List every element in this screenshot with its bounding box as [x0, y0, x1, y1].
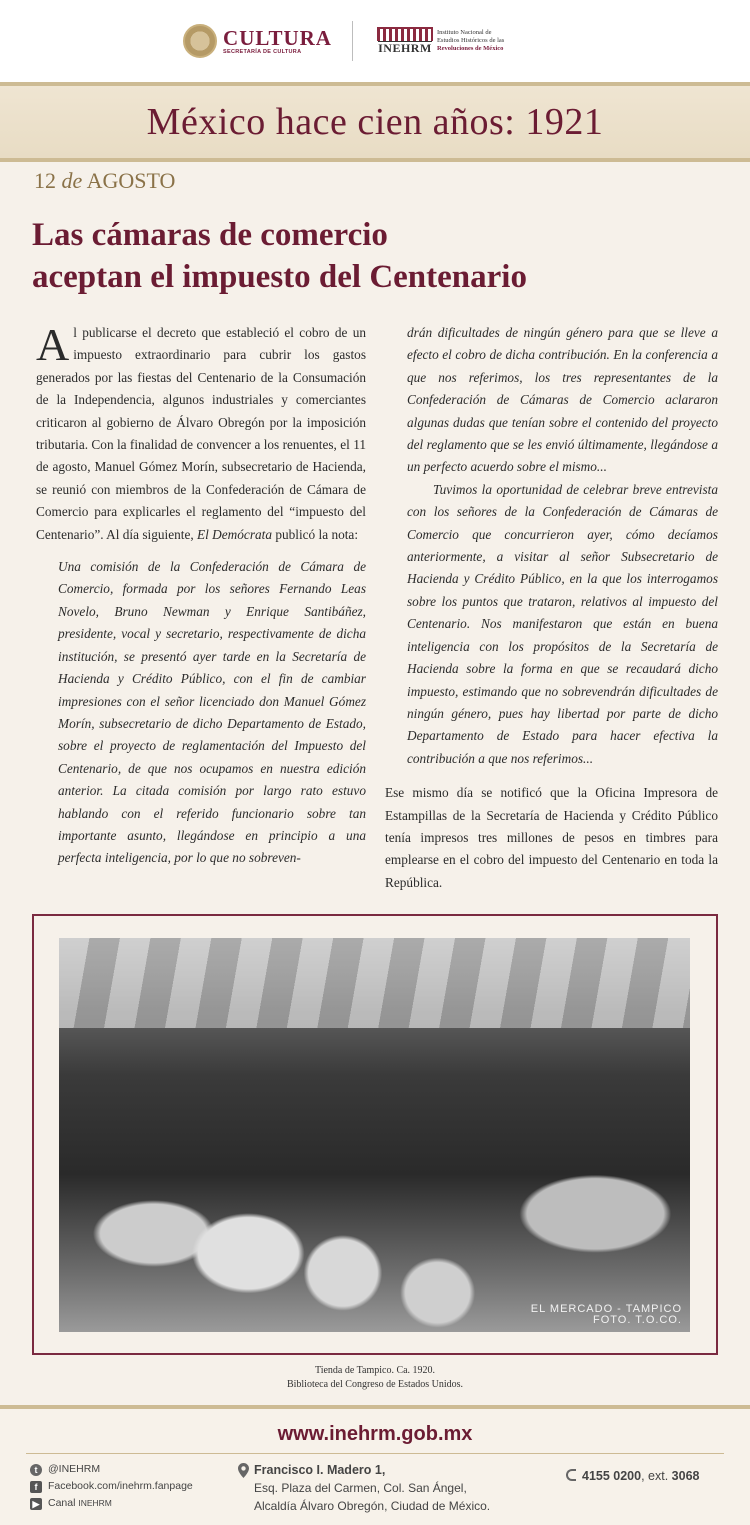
intro-text: l publicarse el decreto que estableció el cobro de un impuesto extraordinario para cubrir los gastos generados por las fiestas del Centenario de la Consumación de la Independencia, algunos industriales y comerciantes criticaron al gobierno de Álvaro Obregón por la imposición tributaria. Con la finalidad de convencer a los renuentes, el 11 de agosto, Manuel Gómez Morín, subsecretario de Hacienda, se reunió con miembros de la Confederación de Cámara de Comercio para explicarles el reglamento del “impuesto del Centenario”. Al día siguiente,: [36, 325, 366, 542]
social-links: [30, 1461, 193, 1512]
cultura-logo: [183, 24, 332, 58]
photo-label-line: FOTO. T.O.CO.: [593, 1314, 682, 1326]
newspaper-name: El Demócrata: [197, 526, 272, 542]
drop-cap: A: [36, 319, 70, 370]
inehrm-acronym: INEHRM: [378, 41, 432, 55]
phone-number: 4155 0200: [582, 1469, 642, 1483]
footer-divider: [26, 1453, 724, 1454]
closing-paragraph: Ese mismo día se notificó que la Oficina Impresora de Estampillas de la Secretaría de Hacienda y Crédito Público tenía impresos tres millones de pesos en timbres para emplearse en el cobro del impuesto del Centenario en toda la República.: [385, 785, 718, 890]
intro-paragraph: [36, 319, 366, 546]
inehrm-name-line: Revoluciones de México: [436, 45, 504, 52]
header-divider: [352, 21, 353, 61]
photo-frame: [32, 914, 718, 1355]
location-pin-icon: [238, 1463, 249, 1478]
banner-title: México hace cien años: 1921: [146, 101, 604, 143]
cultura-title: CULTURA: [223, 26, 332, 50]
caption-line: Biblioteca del Congreso de Estados Unidos.: [286, 1379, 464, 1390]
youtube-link[interactable]: [30, 1495, 193, 1512]
address-line: Francisco I. Madero 1,: [254, 1463, 386, 1477]
cultura-subtitle: SECRETARÍA DE CULTURA: [223, 49, 302, 55]
phone-ext: 3068: [671, 1469, 700, 1483]
youtube-prefix: Canal: [48, 1497, 76, 1509]
quote-right: [385, 322, 718, 770]
market-photo: [59, 938, 690, 1332]
intro-end: publicó la nota:: [275, 526, 359, 542]
twitter-handle: @INEHRM: [48, 1463, 101, 1475]
twitter-icon: t: [30, 1464, 42, 1476]
facebook-icon: f: [30, 1481, 42, 1493]
address-line: Esq. Plaza del Carmen, Col. San Ángel,: [254, 1481, 467, 1495]
inehrm-logo: [377, 27, 567, 55]
footer: [0, 1405, 750, 1525]
phone-ext-label: , ext.: [641, 1469, 669, 1483]
building-icon: [377, 27, 433, 41]
date-month: AGOSTO: [86, 168, 176, 193]
website-link[interactable]: www.inehrm.gob.mx: [277, 1423, 473, 1445]
phone: [566, 1469, 699, 1483]
title-banner: [0, 82, 750, 162]
phone-icon: [566, 1469, 576, 1481]
address-line: Alcaldía Álvaro Obregón, Ciudad de México.: [254, 1499, 491, 1513]
inehrm-full-name: [437, 29, 567, 53]
article-title-line: aceptan el impuesto del Centenario: [32, 259, 527, 295]
date-de: de: [61, 168, 83, 193]
article-title: [32, 214, 732, 298]
youtube-icon: ▶: [30, 1498, 42, 1510]
quote-left: Una comisión de la Confederación de Cámara de Comercio, formada por los señores Fernando Leas Novelo, Bruno Newman y Enrique Santibáñez, presidente, vocal y secretario, respectivamente de dicha institución, se presentó ayer tarde en la Secretaría de Hacienda y Crédito Público, con el fin de cambiar impresiones con el señor licenciado don Manuel Gómez Morín, subsecretario de dicho Departamento de Estado, sobre el proyecto de reglamentación del Impuesto del Centenario, de que nos ocupamos en nuestra edición anterior. La citada comisión por largo rato estuvo hablando con el referido funcionario sobre tan importante asunto, llegándose en principio a una perfecta inteligencia, por lo que no sobreven-: [58, 559, 366, 866]
photo-awning: [59, 938, 690, 1028]
facebook-link[interactable]: [30, 1478, 193, 1495]
address: [254, 1461, 490, 1515]
photo-label-line: EL MERCADO - TAMPICO: [530, 1303, 682, 1315]
top-header: [0, 0, 750, 82]
caption-line: Tienda de Tampico. Ca. 1920.: [314, 1365, 436, 1376]
facebook-url: Facebook.com/inehrm.fanpage: [48, 1480, 193, 1492]
twitter-link[interactable]: [30, 1461, 193, 1478]
quote-right-paragraph: drán dificultades de ningún género para que se lleve a efecto el cobro de dicha contribución. En la conferencia a que nos referimos, los tres representantes de la Confederación de Cámaras de Comercio aclararon algunas dudas que tenían sobre el contenido del proyecto del reglamento que se les envió últimamente, llegándose a un perfecto acuerdo sobre el mismo...: [407, 325, 718, 475]
article-date: [34, 168, 175, 194]
youtube-label: [48, 1495, 112, 1512]
photo-caption: [0, 1364, 750, 1392]
article-column-right: [385, 322, 718, 894]
inehrm-name-line: Instituto Nacional de: [436, 29, 492, 36]
mexico-seal-icon: [183, 24, 217, 58]
inehrm-name-line: Estudios Históricos de las: [436, 37, 505, 44]
youtube-channel: INEHRM: [78, 1498, 112, 1508]
article-column-left: [36, 319, 366, 870]
date-day: 12: [34, 168, 56, 193]
quote-right-paragraph: Tuvimos la oportunidad de celebrar breve entrevista con los señores de la Confederación de Cámaras de Comercio que concurrieron ayer, cómo decíamos anteriormente, a visitar al señor Subsecretario de Hacienda y Crédito Público, en la que los interrogamos sobre los puntos que trataron, relativos al impuesto del Centenario. Nos manifestaron que están en buena inteligencia con los propósitos de la Secretaría de Hacienda sobre la forma en que se recaudará dicho impuesto, estimando que no sobrevendrán dificultades de ningún género, pues hay libertad por parte de dicho Departamento de Estado para hacer efectiva la contribución a que nos referimos...: [407, 481, 718, 766]
photo-label: [531, 1304, 682, 1326]
article-title-line: Las cámaras de comercio: [32, 217, 388, 253]
